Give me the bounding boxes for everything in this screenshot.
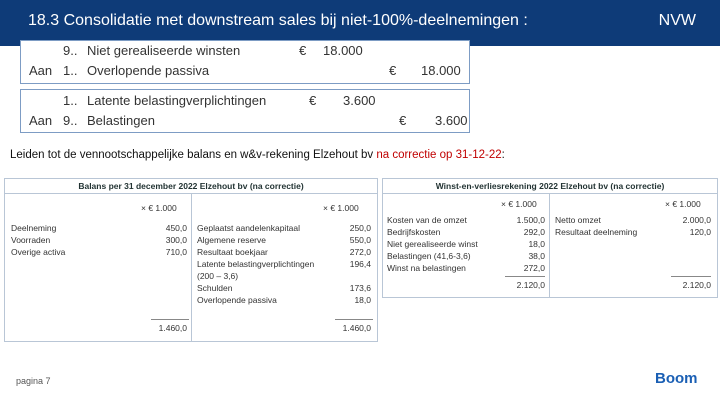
balance-value: 173,6 (349, 283, 371, 293)
total-line (335, 319, 373, 320)
balance-title: Balans per 31 december 2022 Elzehout bv (na correctie) (5, 179, 377, 194)
pl-value: 120,0 (689, 227, 711, 237)
balance-label: Overlopende passiva (197, 295, 277, 305)
pl-value: 2.000,0 (682, 215, 711, 225)
pl-label: Netto omzet (555, 215, 601, 225)
unit-label: × € 1.000 (141, 203, 177, 213)
balance-label: Deelneming (11, 223, 57, 233)
balance-label: Algemene reserve (197, 235, 266, 245)
caption-text: Leiden tot de vennootschappelijke balans en w&v-rekening Elzehout bv (10, 149, 377, 161)
pl-label: Bedrijfskosten (387, 227, 441, 237)
balance-value: 18,0 (354, 295, 371, 305)
unit-label: × € 1.000 (665, 199, 701, 209)
balance-value: 550,0 (349, 235, 371, 245)
caption (10, 149, 505, 161)
balance-value: 300,0 (165, 235, 187, 245)
journal-credit: 3.600 (435, 113, 468, 128)
balance-total: 1.460,0 (158, 323, 187, 333)
journal-row (21, 63, 469, 81)
unit-label: × € 1.000 (501, 199, 537, 209)
balance-label: (200 – 3,6) (197, 271, 239, 281)
journal-currency: € (299, 43, 307, 58)
journal-side: Aan (29, 63, 53, 78)
journal-debit: 3.600 (343, 93, 376, 108)
journal-row (21, 113, 469, 131)
balance-value: 250,0 (349, 223, 371, 233)
balance-value: 710,0 (165, 247, 187, 257)
caption-highlight: na correctie op 31-12-22 (376, 149, 502, 161)
journal-code: 9.. (63, 43, 78, 58)
pl-label: Belastingen (41,6-3,6) (387, 251, 471, 261)
pl-value: 18,0 (528, 239, 545, 249)
total-line (151, 319, 189, 320)
divider (191, 193, 192, 341)
journal-entry-2 (20, 89, 470, 133)
pl-total: 2.120,0 (516, 280, 545, 290)
header-label: NVW (658, 12, 696, 29)
balance-label: Resultaat boekjaar (197, 247, 268, 257)
boom-logo: Boom (655, 370, 698, 387)
balance-label: Overige activa (11, 247, 66, 257)
pl-value: 272,0 (523, 263, 545, 273)
pl-label: Winst na belastingen (387, 263, 466, 273)
pl-title: Winst-en-verliesrekening 2022 Elzehout bv (na correctie) (383, 179, 717, 194)
journal-account: Overlopende passiva (87, 63, 210, 78)
journal-side: Aan (29, 113, 53, 128)
journal-entry-1 (20, 40, 470, 84)
journal-account: Niet gerealiseerde winsten (87, 43, 241, 58)
balance-sheet (4, 178, 378, 342)
balance-total: 1.460,0 (342, 323, 371, 333)
journal-account: Latente belastingverplichtingen (87, 93, 267, 108)
pl-value: 1.500,0 (516, 215, 545, 225)
total-line (671, 276, 711, 277)
balance-label: Geplaatst aandelenkapitaal (197, 223, 301, 233)
balance-value: 272,0 (349, 247, 371, 257)
page-number: pagina 7 (16, 376, 51, 386)
balance-value: 450,0 (165, 223, 187, 233)
pl-total: 2.120,0 (682, 280, 711, 290)
journal-code: 9.. (63, 113, 78, 128)
journal-debit: 18.000 (323, 43, 363, 58)
journal-row (21, 93, 469, 111)
balance-label: Latente belastingverplichtingen (197, 259, 315, 269)
pl-label: Resultaat deelneming (555, 227, 638, 237)
journal-currency: € (309, 93, 317, 108)
balance-label: Voorraden (11, 235, 51, 245)
pl-label: Kosten van de omzet (387, 215, 467, 225)
divider (549, 193, 550, 297)
profit-loss-statement (382, 178, 718, 298)
balance-label: Schulden (197, 283, 233, 293)
journal-row (21, 43, 469, 61)
journal-code: 1.. (63, 63, 78, 78)
journal-account: Belastingen (87, 113, 155, 128)
balance-value: 196,4 (349, 259, 371, 269)
pl-label: Niet gerealiseerde winst (387, 239, 478, 249)
journal-currency: € (399, 113, 407, 128)
slide-title: 18.3 Consolidatie met downstream sales bij niet-100%-deelnemingen : (28, 12, 528, 29)
caption-end: : (501, 149, 505, 161)
pl-value: 38,0 (528, 251, 545, 261)
journal-credit: 18.000 (421, 63, 461, 78)
total-line (505, 276, 545, 277)
journal-currency: € (389, 63, 397, 78)
pl-value: 292,0 (523, 227, 545, 237)
unit-label: × € 1.000 (323, 203, 359, 213)
journal-code: 1.. (63, 93, 78, 108)
